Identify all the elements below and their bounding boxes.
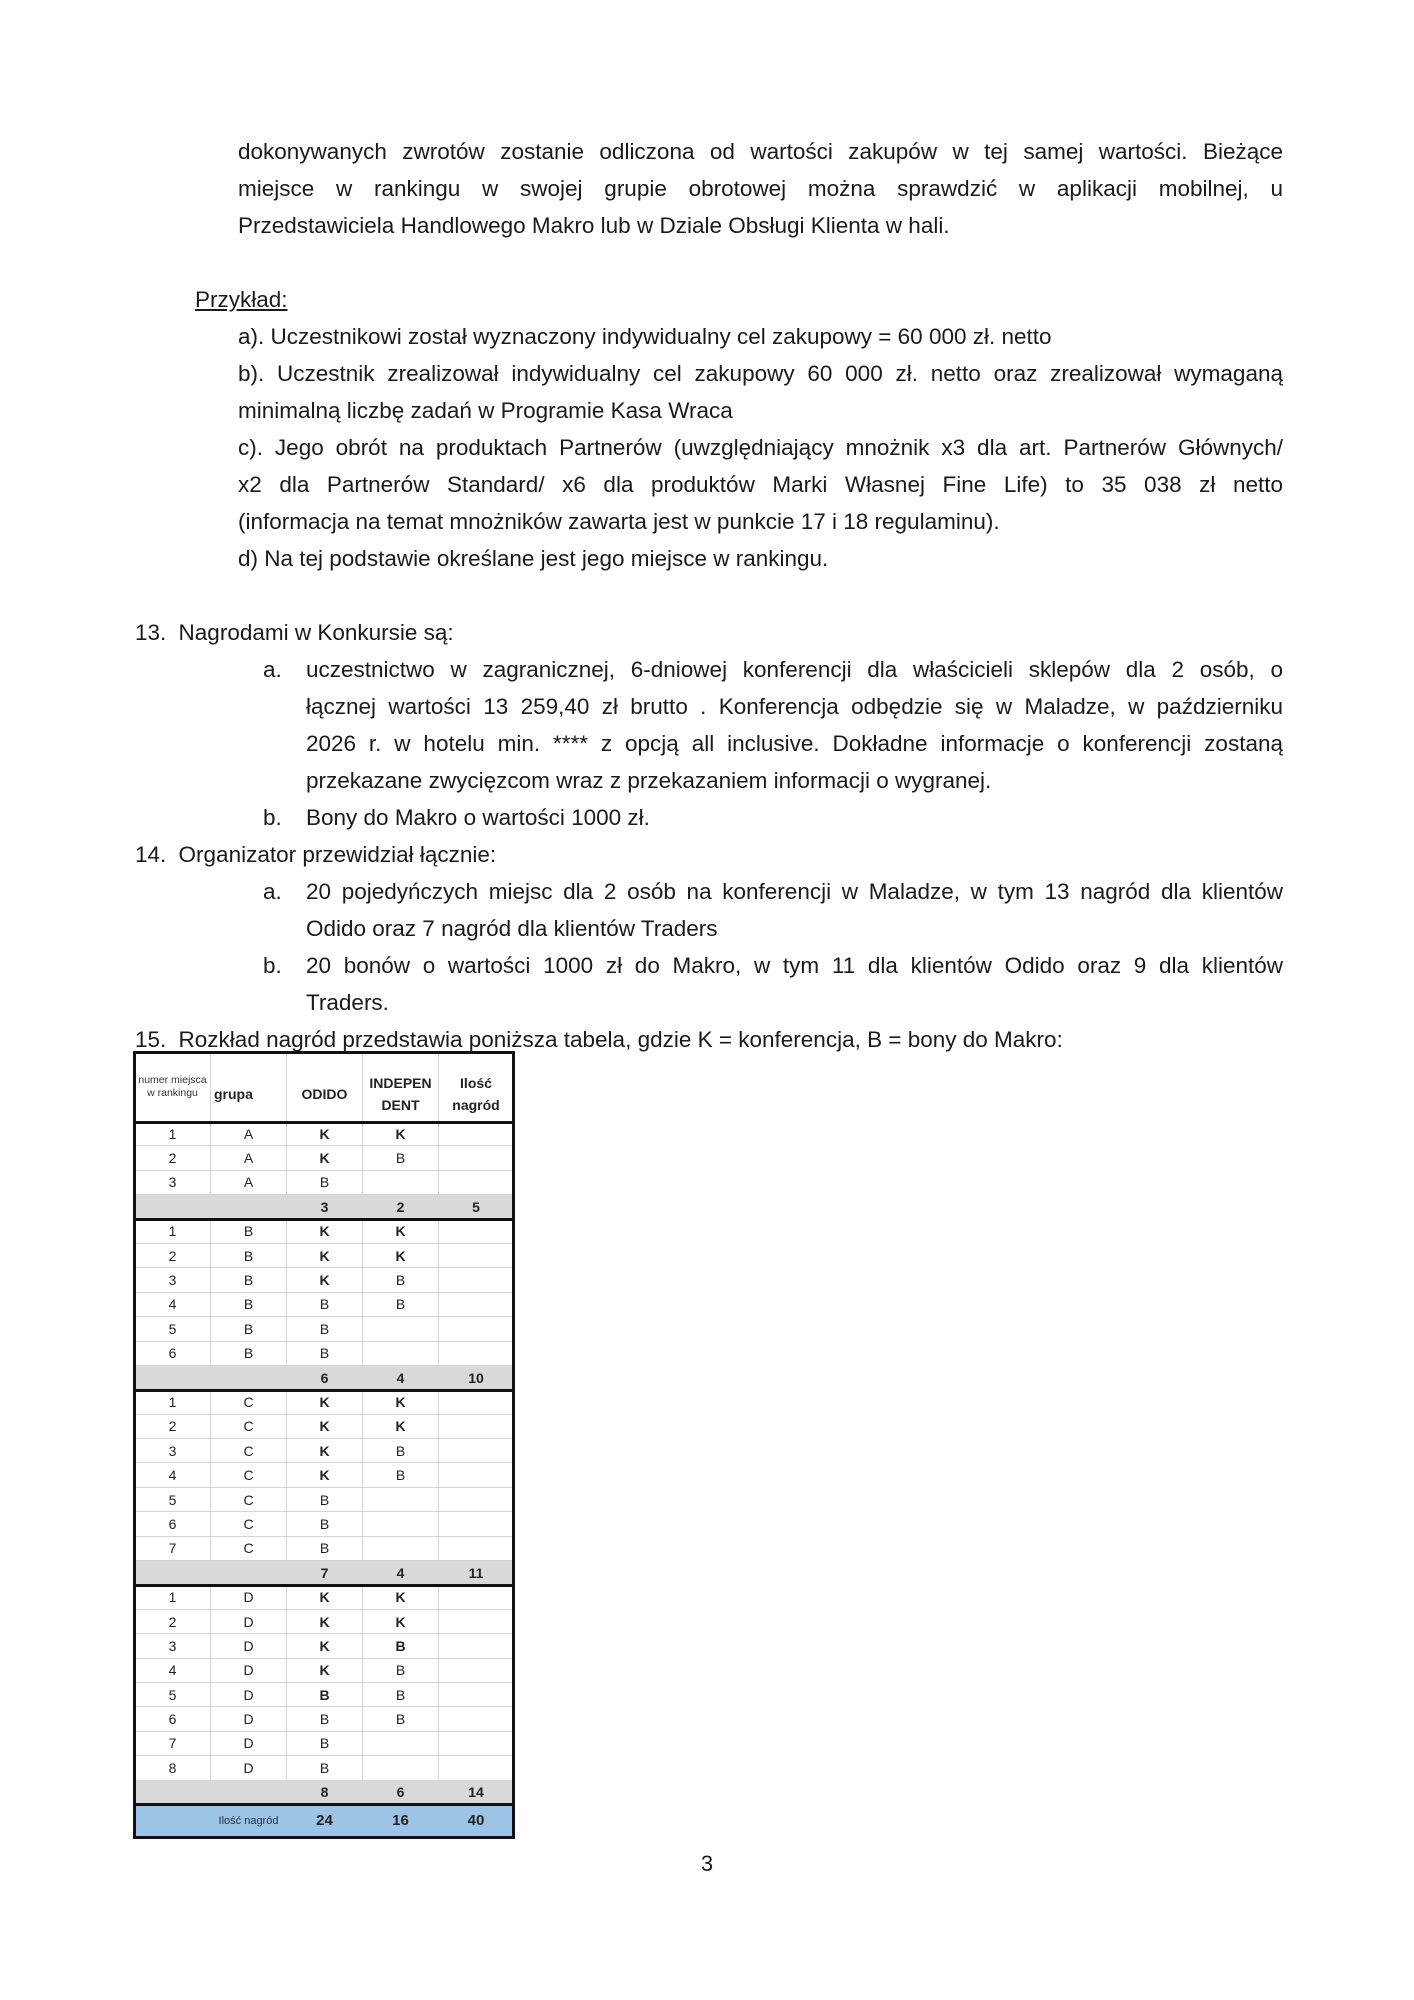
subtotal-odido: 6 xyxy=(287,1365,363,1389)
odido-cell: K xyxy=(287,1390,363,1414)
item-line: 2026 r. w hotelu min. **** z opcją all inclusive. Dokładne informacje o konferencji zostaną xyxy=(306,731,1283,756)
example-c-line: c). Jego obrót na produktach Partnerów (uwzględniający mnożnik x3 dla art. Partnerów Głównych/ xyxy=(238,435,1283,460)
count-cell xyxy=(439,1439,514,1463)
count-cell xyxy=(439,1682,514,1706)
section-number: 15. xyxy=(135,1027,167,1052)
table-header-row xyxy=(135,1053,514,1122)
independent-cell xyxy=(363,1341,439,1365)
independent-cell xyxy=(363,1756,439,1780)
rank-cell: 5 xyxy=(135,1317,211,1341)
table-row xyxy=(135,1170,514,1194)
group-cell: A xyxy=(211,1146,287,1170)
table-row xyxy=(135,1512,514,1536)
intro-paragraph xyxy=(238,133,1283,244)
grand-total-blank xyxy=(135,1804,211,1837)
table-row xyxy=(135,1585,514,1609)
subtotal-independent: 6 xyxy=(363,1780,439,1804)
group-cell: C xyxy=(211,1414,287,1438)
list-marker: b. xyxy=(263,953,282,978)
rank-cell: 6 xyxy=(135,1341,211,1365)
item-line: łącznej wartości 13 259,40 zł brutto . Konferencja odbędzie się w Maladze, w październiku xyxy=(306,694,1283,719)
odido-cell: B xyxy=(287,1341,363,1365)
rank-cell: 5 xyxy=(135,1682,211,1706)
example-item-d: d) Na tej podstawie określane jest jego miejsce w rankingu. xyxy=(238,546,829,571)
subtotal-blank xyxy=(135,1561,211,1585)
odido-cell: B xyxy=(287,1292,363,1316)
section-13-heading xyxy=(135,614,454,651)
group-cell: B xyxy=(211,1341,287,1365)
rank-cell: 6 xyxy=(135,1707,211,1731)
count-cell xyxy=(439,1170,514,1194)
count-cell xyxy=(439,1268,514,1292)
odido-cell: K xyxy=(287,1243,363,1267)
count-cell xyxy=(439,1536,514,1560)
subtotal-row xyxy=(135,1195,514,1219)
example-c-line: (informacja na temat mnożników zawarta jest w punkcie 17 i 18 regulaminu). xyxy=(238,509,1000,534)
example-heading: Przykład: xyxy=(195,287,288,312)
section-number: 13. xyxy=(135,620,167,645)
section-title: Organizator przewidział łącznie: xyxy=(178,842,497,867)
header-independent: INDEPEN DENT xyxy=(363,1053,439,1122)
count-cell xyxy=(439,1609,514,1633)
subtotal-odido: 8 xyxy=(287,1780,363,1804)
group-cell: D xyxy=(211,1634,287,1658)
subtotal-blank xyxy=(211,1780,287,1804)
rank-cell: 7 xyxy=(135,1536,211,1560)
table-row xyxy=(135,1536,514,1560)
count-cell xyxy=(439,1463,514,1487)
table-row xyxy=(135,1682,514,1706)
subtotal-blank xyxy=(135,1195,211,1219)
subtotal-row xyxy=(135,1561,514,1585)
table-row xyxy=(135,1731,514,1755)
subtotal-independent: 2 xyxy=(363,1195,439,1219)
count-cell xyxy=(439,1756,514,1780)
rank-cell: 7 xyxy=(135,1731,211,1755)
group-cell: C xyxy=(211,1536,287,1560)
independent-cell: B xyxy=(363,1146,439,1170)
independent-cell: K xyxy=(363,1609,439,1633)
independent-cell: B xyxy=(363,1292,439,1316)
header-group: grupa xyxy=(211,1053,287,1122)
independent-cell: K xyxy=(363,1122,439,1146)
independent-cell: K xyxy=(363,1414,439,1438)
rank-cell: 1 xyxy=(135,1122,211,1146)
independent-cell: B xyxy=(363,1439,439,1463)
odido-cell: K xyxy=(287,1219,363,1243)
independent-cell: K xyxy=(363,1390,439,1414)
example-item-c xyxy=(238,429,1283,540)
group-cell: B xyxy=(211,1292,287,1316)
group-cell: C xyxy=(211,1439,287,1463)
odido-cell: B xyxy=(287,1487,363,1511)
count-cell xyxy=(439,1390,514,1414)
grand-total-odido: 24 xyxy=(287,1804,363,1837)
rank-cell: 3 xyxy=(135,1268,211,1292)
item-line: Odido oraz 7 nagród dla klientów Traders xyxy=(306,916,718,941)
subtotal-count: 11 xyxy=(439,1561,514,1585)
independent-cell: B xyxy=(363,1682,439,1706)
independent-cell: K xyxy=(363,1585,439,1609)
rank-cell: 2 xyxy=(135,1609,211,1633)
count-cell xyxy=(439,1292,514,1316)
subtotal-blank xyxy=(211,1365,287,1389)
odido-cell: K xyxy=(287,1463,363,1487)
item-line: przekazane zwycięzcom wraz z przekazaniem informacji o wygranej. xyxy=(306,768,992,793)
odido-cell: K xyxy=(287,1414,363,1438)
group-cell: A xyxy=(211,1170,287,1194)
odido-cell: B xyxy=(287,1707,363,1731)
section-title: Nagrodami w Konkursie są: xyxy=(178,620,454,645)
section-title: Rozkład nagród przedstawia poniższa tabela, gdzie K = konferencja, B = bony do Makro: xyxy=(178,1027,1063,1052)
count-cell xyxy=(439,1414,514,1438)
count-cell xyxy=(439,1243,514,1267)
table-row xyxy=(135,1634,514,1658)
group-cell: D xyxy=(211,1707,287,1731)
group-cell: C xyxy=(211,1390,287,1414)
rank-cell: 8 xyxy=(135,1756,211,1780)
item-line: 20 bonów o wartości 1000 zł do Makro, w tym 11 dla klientów Odido oraz 9 dla klientów xyxy=(306,953,1283,978)
group-cell: D xyxy=(211,1731,287,1755)
group-cell: D xyxy=(211,1609,287,1633)
group-cell: D xyxy=(211,1682,287,1706)
count-cell xyxy=(439,1341,514,1365)
odido-cell: B xyxy=(287,1682,363,1706)
group-cell: C xyxy=(211,1463,287,1487)
intro-line: miejsce w rankingu w swojej grupie obrotowej można sprawdzić w aplikacji mobilnej, u xyxy=(238,176,1283,201)
subtotal-row xyxy=(135,1365,514,1389)
independent-cell: K xyxy=(363,1219,439,1243)
item-line: 20 pojedyńczych miejsc dla 2 osób na konferencji w Maladze, w tym 13 nagród dla klientów xyxy=(306,879,1283,904)
table-row xyxy=(135,1414,514,1438)
list-marker: b. xyxy=(263,805,282,830)
odido-cell: B xyxy=(287,1170,363,1194)
subtotal-count: 5 xyxy=(439,1195,514,1219)
independent-cell xyxy=(363,1536,439,1560)
header-rank: numer miejsca w rankingu xyxy=(135,1053,211,1122)
count-cell xyxy=(439,1707,514,1731)
prize-distribution-table xyxy=(134,1052,514,1838)
count-cell xyxy=(439,1585,514,1609)
group-cell: A xyxy=(211,1122,287,1146)
table-row xyxy=(135,1122,514,1146)
odido-cell: B xyxy=(287,1317,363,1341)
group-cell: B xyxy=(211,1268,287,1292)
odido-cell: K xyxy=(287,1658,363,1682)
table-row xyxy=(135,1146,514,1170)
independent-cell: B xyxy=(363,1658,439,1682)
independent-cell xyxy=(363,1170,439,1194)
rank-cell: 1 xyxy=(135,1390,211,1414)
table-row xyxy=(135,1219,514,1243)
count-cell xyxy=(439,1122,514,1146)
table-row xyxy=(135,1439,514,1463)
grand-total-count: 40 xyxy=(439,1804,514,1837)
subtotal-odido: 7 xyxy=(287,1561,363,1585)
odido-cell: B xyxy=(287,1512,363,1536)
example-item-b xyxy=(238,355,1283,429)
list-marker: a. xyxy=(263,657,282,682)
table-row xyxy=(135,1609,514,1633)
odido-cell: K xyxy=(287,1585,363,1609)
rank-cell: 3 xyxy=(135,1170,211,1194)
group-cell: B xyxy=(211,1317,287,1341)
rank-cell: 4 xyxy=(135,1463,211,1487)
section-13-item-b: Bony do Makro o wartości 1000 zł. xyxy=(306,805,650,830)
subtotal-blank xyxy=(211,1561,287,1585)
count-cell xyxy=(439,1658,514,1682)
table-row xyxy=(135,1487,514,1511)
table-row xyxy=(135,1317,514,1341)
header-prize-count: Ilość nagród xyxy=(439,1053,514,1122)
odido-cell: K xyxy=(287,1439,363,1463)
subtotal-independent: 4 xyxy=(363,1365,439,1389)
table-row xyxy=(135,1707,514,1731)
odido-cell: K xyxy=(287,1122,363,1146)
independent-cell xyxy=(363,1317,439,1341)
count-cell xyxy=(439,1317,514,1341)
subtotal-independent: 4 xyxy=(363,1561,439,1585)
section-number: 14. xyxy=(135,842,167,867)
count-cell xyxy=(439,1146,514,1170)
table-row xyxy=(135,1463,514,1487)
table-row xyxy=(135,1243,514,1267)
odido-cell: K xyxy=(287,1146,363,1170)
independent-cell xyxy=(363,1731,439,1755)
odido-cell: B xyxy=(287,1536,363,1560)
count-cell xyxy=(439,1219,514,1243)
table-row xyxy=(135,1390,514,1414)
example-b-line: b). Uczestnik zrealizował indywidualny cel zakupowy 60 000 zł. netto oraz zrealizował wymaganą xyxy=(238,361,1283,386)
rank-cell: 2 xyxy=(135,1414,211,1438)
table-row xyxy=(135,1658,514,1682)
group-cell: B xyxy=(211,1219,287,1243)
group-cell: D xyxy=(211,1585,287,1609)
independent-cell: B xyxy=(363,1707,439,1731)
header-odido: ODIDO xyxy=(287,1053,363,1122)
rank-cell: 4 xyxy=(135,1292,211,1316)
example-b-line: minimalną liczbę zadań w Programie Kasa Wraca xyxy=(238,398,733,423)
example-c-line: x2 dla Partnerów Standard/ x6 dla produktów Marki Własnej Fine Life) to 35 038 zł netto xyxy=(238,472,1283,497)
subtotal-blank xyxy=(211,1195,287,1219)
section-14-heading xyxy=(135,836,496,873)
page-number: 3 xyxy=(700,1851,714,1876)
grand-total-row xyxy=(135,1804,514,1837)
section-14-item-b xyxy=(306,947,1283,1021)
independent-cell xyxy=(363,1512,439,1536)
grand-total-label: Ilość nagród xyxy=(211,1804,287,1837)
independent-cell: K xyxy=(363,1243,439,1267)
table-row xyxy=(135,1292,514,1316)
odido-cell: B xyxy=(287,1731,363,1755)
subtotal-count: 10 xyxy=(439,1365,514,1389)
rank-cell: 6 xyxy=(135,1512,211,1536)
odido-cell: K xyxy=(287,1268,363,1292)
intro-line: Przedstawiciela Handlowego Makro lub w Dziale Obsługi Klienta w hali. xyxy=(238,213,950,238)
subtotal-count: 14 xyxy=(439,1780,514,1804)
group-cell: C xyxy=(211,1512,287,1536)
rank-cell: 2 xyxy=(135,1146,211,1170)
independent-cell: B xyxy=(363,1634,439,1658)
count-cell xyxy=(439,1731,514,1755)
section-14-item-a xyxy=(306,873,1283,947)
intro-line: dokonywanych zwrotów zostanie odliczona od wartości zakupów w tej samej wartości. Bieżące xyxy=(238,139,1283,164)
subtotal-blank xyxy=(135,1365,211,1389)
rank-cell: 1 xyxy=(135,1585,211,1609)
odido-cell: K xyxy=(287,1609,363,1633)
independent-cell: B xyxy=(363,1268,439,1292)
table-row xyxy=(135,1268,514,1292)
subtotal-blank xyxy=(135,1780,211,1804)
group-cell: C xyxy=(211,1487,287,1511)
table-row xyxy=(135,1756,514,1780)
list-marker: a. xyxy=(263,879,282,904)
rank-cell: 3 xyxy=(135,1634,211,1658)
group-cell: B xyxy=(211,1243,287,1267)
subtotal-row xyxy=(135,1780,514,1804)
independent-cell: B xyxy=(363,1463,439,1487)
rank-cell: 1 xyxy=(135,1219,211,1243)
rank-cell: 2 xyxy=(135,1243,211,1267)
rank-cell: 3 xyxy=(135,1439,211,1463)
count-cell xyxy=(439,1487,514,1511)
example-item-a: a). Uczestnikowi został wyznaczony indywidualny cel zakupowy = 60 000 zł. netto xyxy=(238,324,1052,349)
subtotal-odido: 3 xyxy=(287,1195,363,1219)
item-line: uczestnictwo w zagranicznej, 6-dniowej konferencji dla właścicieli sklepów dla 2 osób, o xyxy=(306,657,1283,682)
grand-total-independent: 16 xyxy=(363,1804,439,1837)
rank-cell: 4 xyxy=(135,1658,211,1682)
group-cell: D xyxy=(211,1756,287,1780)
rank-cell: 5 xyxy=(135,1487,211,1511)
count-cell xyxy=(439,1634,514,1658)
section-13-item-a xyxy=(306,651,1283,799)
group-cell: D xyxy=(211,1658,287,1682)
table-row xyxy=(135,1341,514,1365)
count-cell xyxy=(439,1512,514,1536)
item-line: Traders. xyxy=(306,990,389,1015)
odido-cell: K xyxy=(287,1634,363,1658)
independent-cell xyxy=(363,1487,439,1511)
odido-cell: B xyxy=(287,1756,363,1780)
